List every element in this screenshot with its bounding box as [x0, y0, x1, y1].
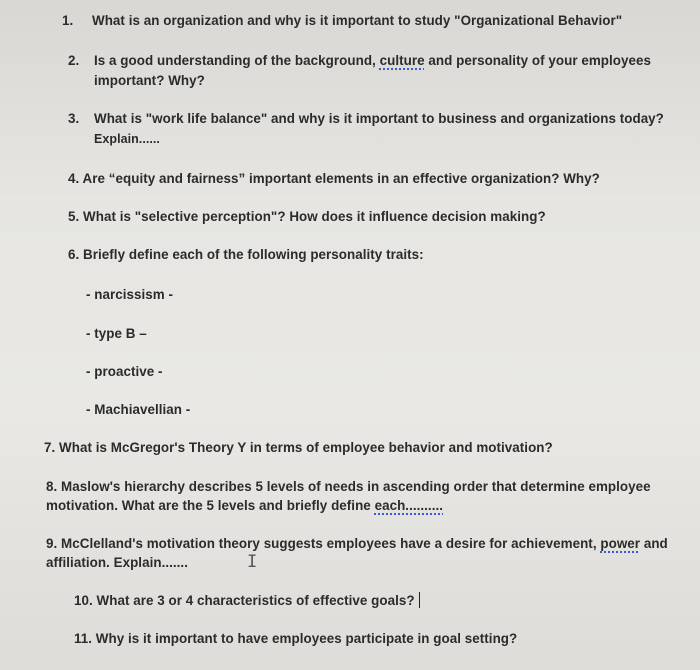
question-8-line-2 [46, 497, 443, 515]
trait-proactive [86, 363, 163, 381]
question-11-text: 11. Why is it important to have employees participate in goal setting? [74, 631, 518, 646]
text-caret-icon [419, 592, 420, 608]
question-1 [62, 12, 622, 30]
question-8-spellcheck-word: each.......... [374, 498, 444, 513]
question-5-text: 5. What is "selective perception"? How does it influence decision making? [68, 209, 546, 224]
question-3-text-b: Explain...... [94, 132, 160, 146]
question-9-spellcheck-word: power [600, 536, 641, 551]
question-2-text-d: important? Why? [94, 73, 205, 88]
question-10 [74, 592, 420, 610]
question-4 [68, 170, 600, 188]
trait-narcissism [86, 286, 173, 304]
question-2-number: 2. [68, 53, 80, 68]
trait-type-b-text: - type B – [86, 326, 147, 341]
question-1-number: 1. [62, 13, 74, 28]
question-5 [68, 208, 546, 226]
question-9-text-a: 9. McClelland's motivation theory suggests employees have a desire for achievement, [46, 536, 601, 551]
question-2-line-1 [68, 52, 651, 70]
question-9-text-c: and [640, 536, 668, 551]
question-8-text-a: 8. Maslow's hierarchy describes 5 levels of needs in ascending order that determine employee [46, 479, 651, 494]
question-2-text-c: and personality of your employees [424, 53, 652, 68]
mouse-ibeam-cursor-icon: I [247, 552, 258, 572]
question-2-text-a: Is a good understanding of the background, [94, 53, 380, 68]
question-9-line-2 [46, 554, 188, 572]
question-8-line-1 [46, 478, 651, 496]
question-3-line-1 [68, 110, 664, 128]
trait-proactive-text: - proactive - [86, 364, 163, 379]
question-6-text: 6. Briefly define each of the following personality traits: [68, 247, 424, 262]
question-3-number: 3. [68, 111, 80, 126]
question-7 [44, 439, 553, 457]
trait-narcissism-text: - narcissism - [86, 287, 174, 302]
question-1-text: What is an organization and why is it important to study "Organizational Behavior" [92, 13, 623, 28]
trait-machiavellian [86, 401, 190, 419]
question-2-spellcheck-word: culture [379, 53, 425, 68]
question-4-text: 4. Are “equity and fairness” important elements in an effective organization? Why? [68, 171, 600, 186]
question-3-text-a: What is "work life balance" and why is it important to business and organizations today? [94, 111, 664, 126]
trait-machiavellian-text: - Machiavellian - [86, 402, 191, 417]
question-8-text-b: motivation. What are the 5 levels and briefly define [46, 498, 375, 513]
question-11 [74, 630, 517, 648]
question-10-text: 10. What are 3 or 4 characteristics of effective goals? [74, 593, 415, 608]
question-9-text-d: affiliation. Explain....... [46, 555, 188, 570]
trait-type-b [86, 325, 147, 343]
question-3-line-2 [94, 130, 160, 148]
question-7-text: 7. What is McGregor's Theory Y in terms of employee behavior and motivation? [44, 440, 553, 455]
question-2-line-2 [94, 72, 205, 90]
question-6 [68, 246, 424, 264]
question-9-line-1 [46, 535, 668, 553]
